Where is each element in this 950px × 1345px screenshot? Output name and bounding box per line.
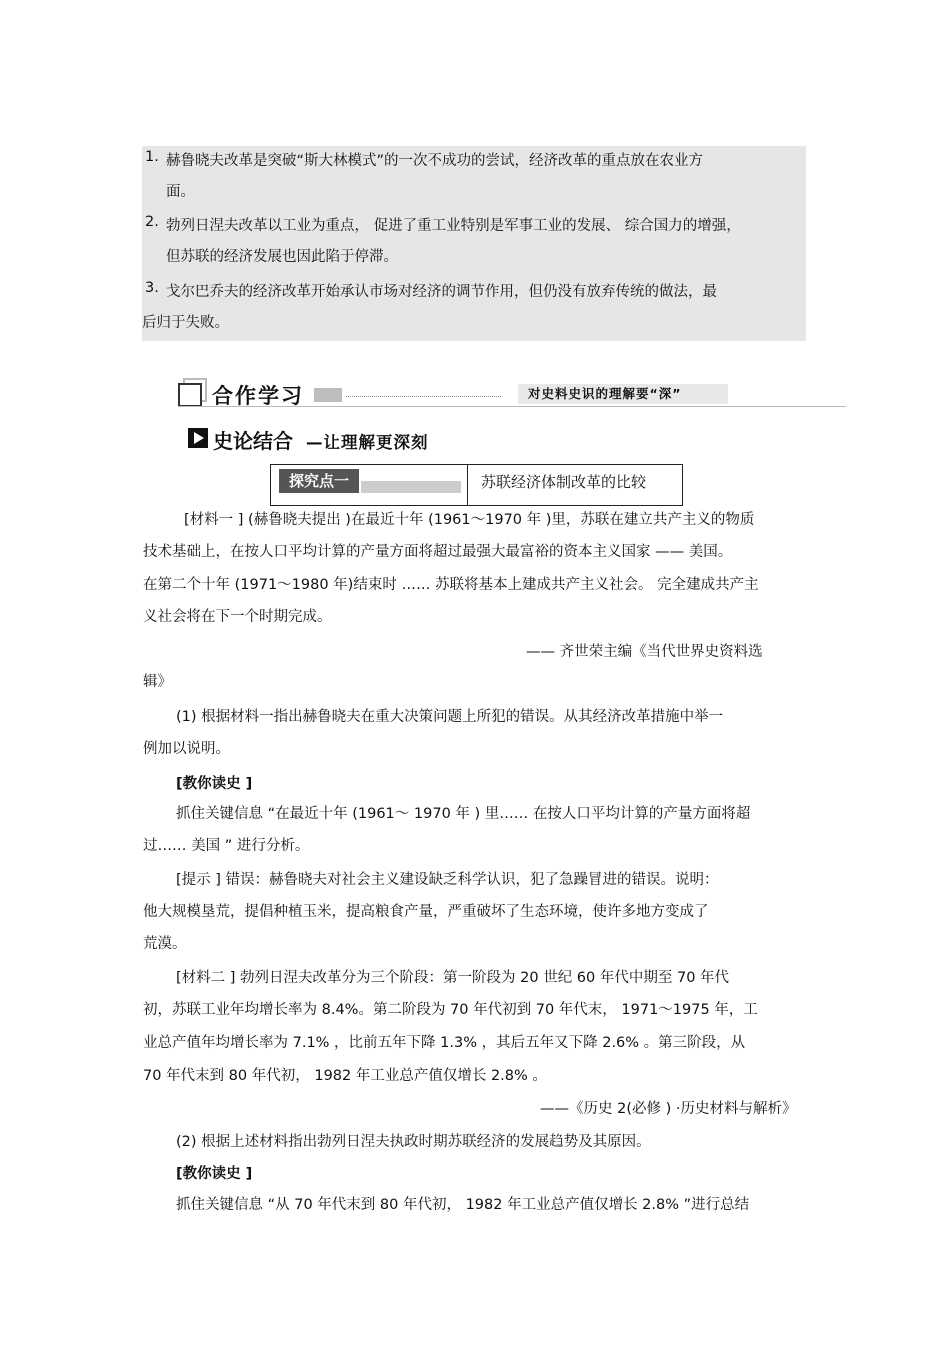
question1-line1: (1) 根据材料一指出赫鲁晓夫在重大决策问题上所犯的错误。从其经济改革措施中举一 [176, 709, 724, 725]
explore-box [270, 464, 683, 506]
summary-item-1-line1: 赫鲁晓夫改革是突破“斯大林模式”的一次不成功的尝试，经济改革的重点放在农业方 [166, 153, 704, 169]
hint1-line1: [提示 ] 错误：赫鲁晓夫对社会主义建设缺乏科学认识，犯了急躁冒进的错误。说明： [176, 872, 719, 888]
coop-title: 合作学习 [212, 384, 304, 408]
coop-dotted-line [346, 396, 501, 397]
hint1-line3: 荒漠。 [143, 936, 187, 952]
explore-topic: 苏联经济体制改革的比较 [481, 473, 647, 491]
question2: (2) 根据上述材料指出勃列日涅夫执政时期苏联经济的发展趋势及其原因。 [176, 1134, 651, 1150]
material1-line3: 在第二个十年 (1971～1980 年)结束时 …… 苏联将基本上建成共产主义社会。 完全建成共产主 [143, 577, 759, 593]
material1-source-end: 辑》 [143, 674, 172, 690]
hint1-line2: 他大规模垦荒，提倡种植玉米，提高粮食产量，严重破坏了生态环境，使许多地方变成了 [143, 904, 709, 920]
summary-item-1-num: 1. [145, 149, 159, 165]
summary-item-1-line2: 面。 [166, 184, 195, 200]
material1-line4: 义社会将在下一个时期完成。 [143, 609, 332, 625]
summary-box [142, 146, 806, 341]
explore-divider [467, 465, 468, 505]
material1-source: —— 齐世荣主编《当代世界史资料选 [526, 644, 763, 660]
coop-section-header [178, 380, 846, 408]
material1-line2: 技术基础上，在按人口平均计算的产量方面将超过最强大最富裕的资本主义国家 —— 美国。 [143, 544, 733, 560]
read2-line1: 抓住关键信息 “从 70 年代末到 80 年代初， 1982 年工业总产值仅增长 2.8% ”进行总结 [176, 1197, 750, 1213]
summary-item-3-line1: 戈尔巴乔夫的经济改革开始承认市场对经济的调节作用，但仍没有放弃传统的做法，最 [166, 284, 717, 300]
material2-line2: 初，苏联工业年均增长率为 8.4%。第二阶段为 70 年代初到 70 年代末， 1971～1975 年，工 [143, 1002, 758, 1018]
summary-item-2-line2: 但苏联的经济发展也因此陷于停滞。 [166, 249, 398, 265]
question1-line2: 例加以说明。 [143, 741, 230, 757]
read1-line1: 抓住关键信息 “在最近十年 (1961～ 1970 年 ) 里…… 在按人口平均计算的产量方面将超 [176, 806, 751, 822]
material1-line1: [材料一 ] (赫鲁晓夫提出 )在最近十年 (1961～1970 年 )里，苏联在建立共产主义的物质 [184, 512, 755, 528]
read2-heading: [教你读史 ] [176, 1166, 253, 1182]
material2-line1: [材料二 ] 勃列日涅夫改革分为三个阶段：第一阶段为 20 世纪 60 年代中期至 70 年代 [176, 970, 730, 986]
read1-line2: 过…… 美国 ” 进行分析。 [143, 838, 310, 854]
shilun-subtitle: —让理解更深刻 [306, 433, 429, 452]
coop-square-icon [178, 383, 202, 407]
summary-item-2-num: 2. [145, 214, 159, 230]
explore-label: 探究点一 [279, 469, 359, 493]
material2-line4: 70 年代末到 80 年代初， 1982 年工业总产值仅增长 2.8% 。 [143, 1068, 547, 1084]
summary-item-2-line1: 勃列日涅夫改革以工业为重点， 促进了重工业特别是军事工业的发展、 综合国力的增强， [166, 218, 741, 234]
summary-item-3-num: 3. [145, 280, 159, 296]
coop-rule [178, 406, 846, 407]
read1-heading: [教你读史 ] [176, 776, 253, 792]
play-icon [188, 428, 208, 448]
coop-gray-block [314, 388, 342, 402]
coop-tag: 对史料史识的理解要“深” [518, 384, 728, 404]
material2-source: ——《历史 2(必修 ) ·历史材料与解析》 [540, 1101, 797, 1117]
material2-line3: 业总产值年均增长率为 7.1% ，比前五年下降 1.3% ，其后五年又下降 2.6% 。第三阶段，从 [143, 1035, 746, 1051]
shilun-title: 史论结合 [213, 429, 293, 453]
explore-label-shadow [361, 481, 461, 493]
summary-item-3-line2: 后归于失败。 [142, 315, 229, 331]
